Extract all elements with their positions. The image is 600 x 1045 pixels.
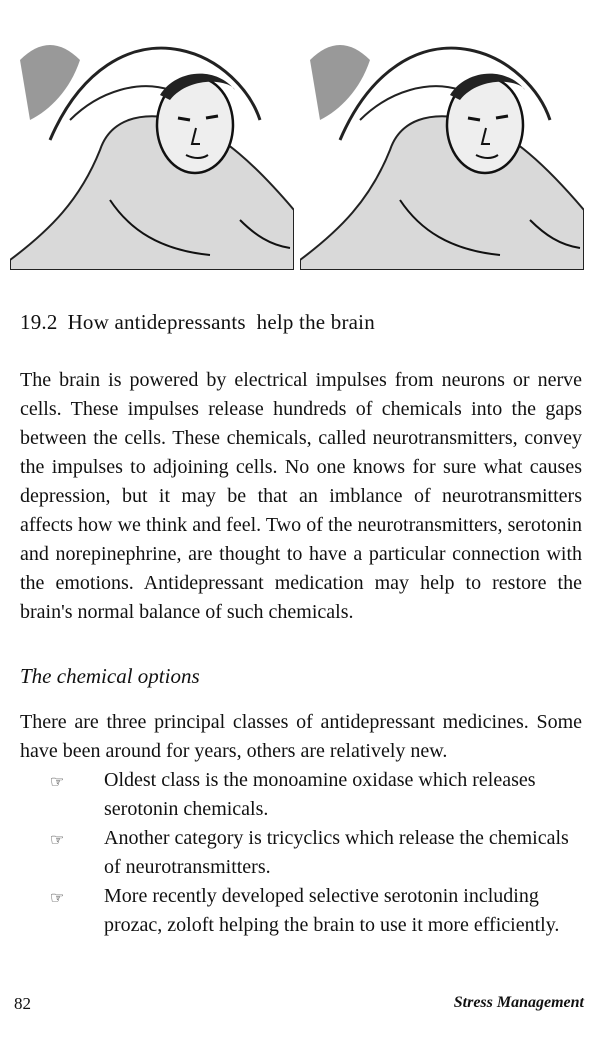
pointing-hand-icon: ☞ bbox=[50, 774, 65, 791]
subheading: The chemical options bbox=[20, 664, 200, 688]
reclining-man-illustration-left bbox=[10, 0, 294, 270]
reclining-man-illustration-right bbox=[300, 0, 584, 270]
list-item-text: Another category is tricyclics which release the chemicals of neurotransmitters. bbox=[104, 827, 569, 878]
section-number: 19.2 bbox=[20, 310, 58, 334]
pointing-hand-icon: ☞ bbox=[50, 832, 65, 849]
page-number: 82 bbox=[14, 994, 31, 1013]
list-item-text: More recently developed selective serotonin including prozac, zoloft helping the brain to use it more efficiently. bbox=[104, 885, 560, 936]
pointing-hand-icon: ☞ bbox=[50, 890, 65, 907]
illustration-row bbox=[10, 0, 590, 270]
bullet-list bbox=[50, 766, 584, 940]
section-title: How antidepressants help the brain bbox=[67, 310, 375, 334]
section-heading bbox=[20, 310, 375, 335]
body-paragraph-1: The brain is powered by electrical impulses from neurons or nerve cells. These impulses release hundreds of chemicals into the gaps between the cells. These chemicals, called neurotransmitters, convey the impulses to adjoining cells. No one knows for sure what causes depression, but it may be that an imblance of neurotransmitters affects how we think and feel. Two of the neurotransmitters, serotonin and norepinephrine, are thought to have a particular connection with the emotions. Antidepressant medication may help to restore the brain's normal balance of such chemicals. bbox=[20, 369, 582, 623]
list-item bbox=[50, 882, 584, 940]
list-item bbox=[50, 766, 584, 824]
running-footer-title: Stress Management bbox=[453, 994, 584, 1011]
list-item bbox=[50, 824, 584, 882]
list-item-text: Oldest class is the monoamine oxidase which releases serotonin chemicals. bbox=[104, 769, 536, 820]
body-paragraph-2: There are three principal classes of antidepressant medicines. Some have been around for years, others are relatively new. bbox=[20, 711, 582, 762]
